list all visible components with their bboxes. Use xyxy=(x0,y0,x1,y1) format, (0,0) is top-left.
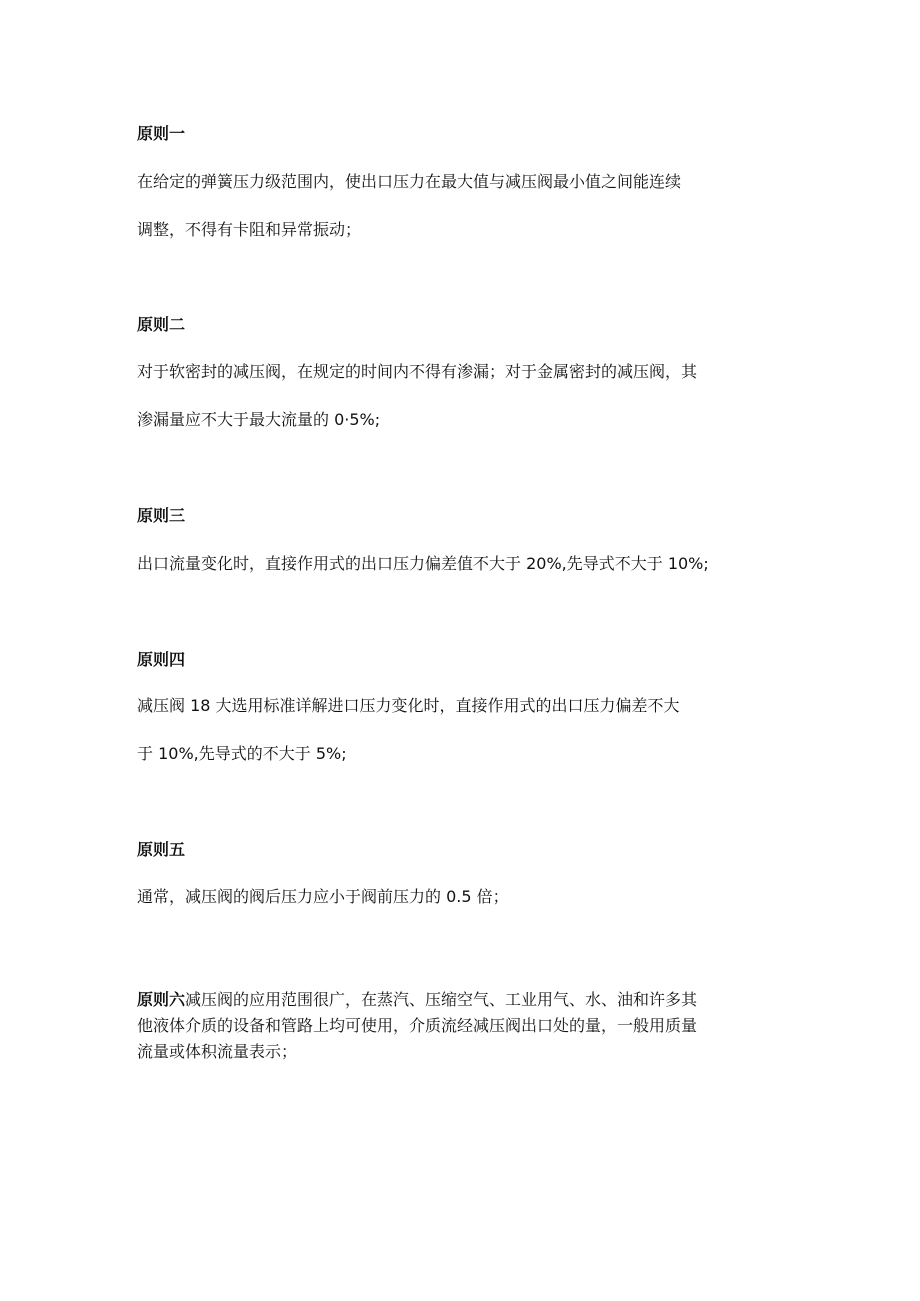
section-6-line-2: 他液体介质的设备和管路上均可使用，介质流经减压阀出口处的量，一般用质量 xyxy=(137,1016,698,1035)
section-1-line-2: 调整，不得有卡阻和异常振动； xyxy=(137,220,362,239)
section-6-heading: 原则六 xyxy=(137,990,186,1009)
section-1-line-1: 在给定的弹簧压力级范围内，使出口压力在最大值与减压阀最小值之间能连续 xyxy=(137,172,682,191)
section-4-line-1: 减压阀 18 大选用标准详解进口压力变化时，直接作用式的出口压力偏差不大 xyxy=(137,696,680,715)
section-5-line-1: 通常，减压阀的阀后压力应小于阀前压力的 0.5 倍； xyxy=(137,887,509,906)
section-4-heading: 原则四 xyxy=(137,650,186,669)
section-2-line-1: 对于软密封的减压阀，在规定的时间内不得有渗漏；对于金属密封的减压阀，其 xyxy=(137,362,698,381)
section-6-line-3: 流量或体积流量表示； xyxy=(137,1042,298,1061)
section-1-heading: 原则一 xyxy=(137,124,186,143)
section-2-heading: 原则二 xyxy=(137,315,186,334)
section-2-line-2: 渗漏量应不大于最大流量的 0·5%; xyxy=(137,410,381,429)
section-5-heading: 原则五 xyxy=(137,840,186,859)
section-4-line-2: 于 10%,先导式的不大于 5%; xyxy=(137,744,347,763)
section-3-heading: 原则三 xyxy=(137,506,186,525)
section-3-line-1: 出口流量变化时，直接作用式的出口压力偏差值不大于 20%,先导式不大于 10%; xyxy=(137,554,709,573)
section-6-first-line xyxy=(137,990,697,1010)
section-6-line-1: 减压阀的应用范围很广，在蒸汽、压缩空气、工业用气、水、油和许多其 xyxy=(185,990,698,1009)
